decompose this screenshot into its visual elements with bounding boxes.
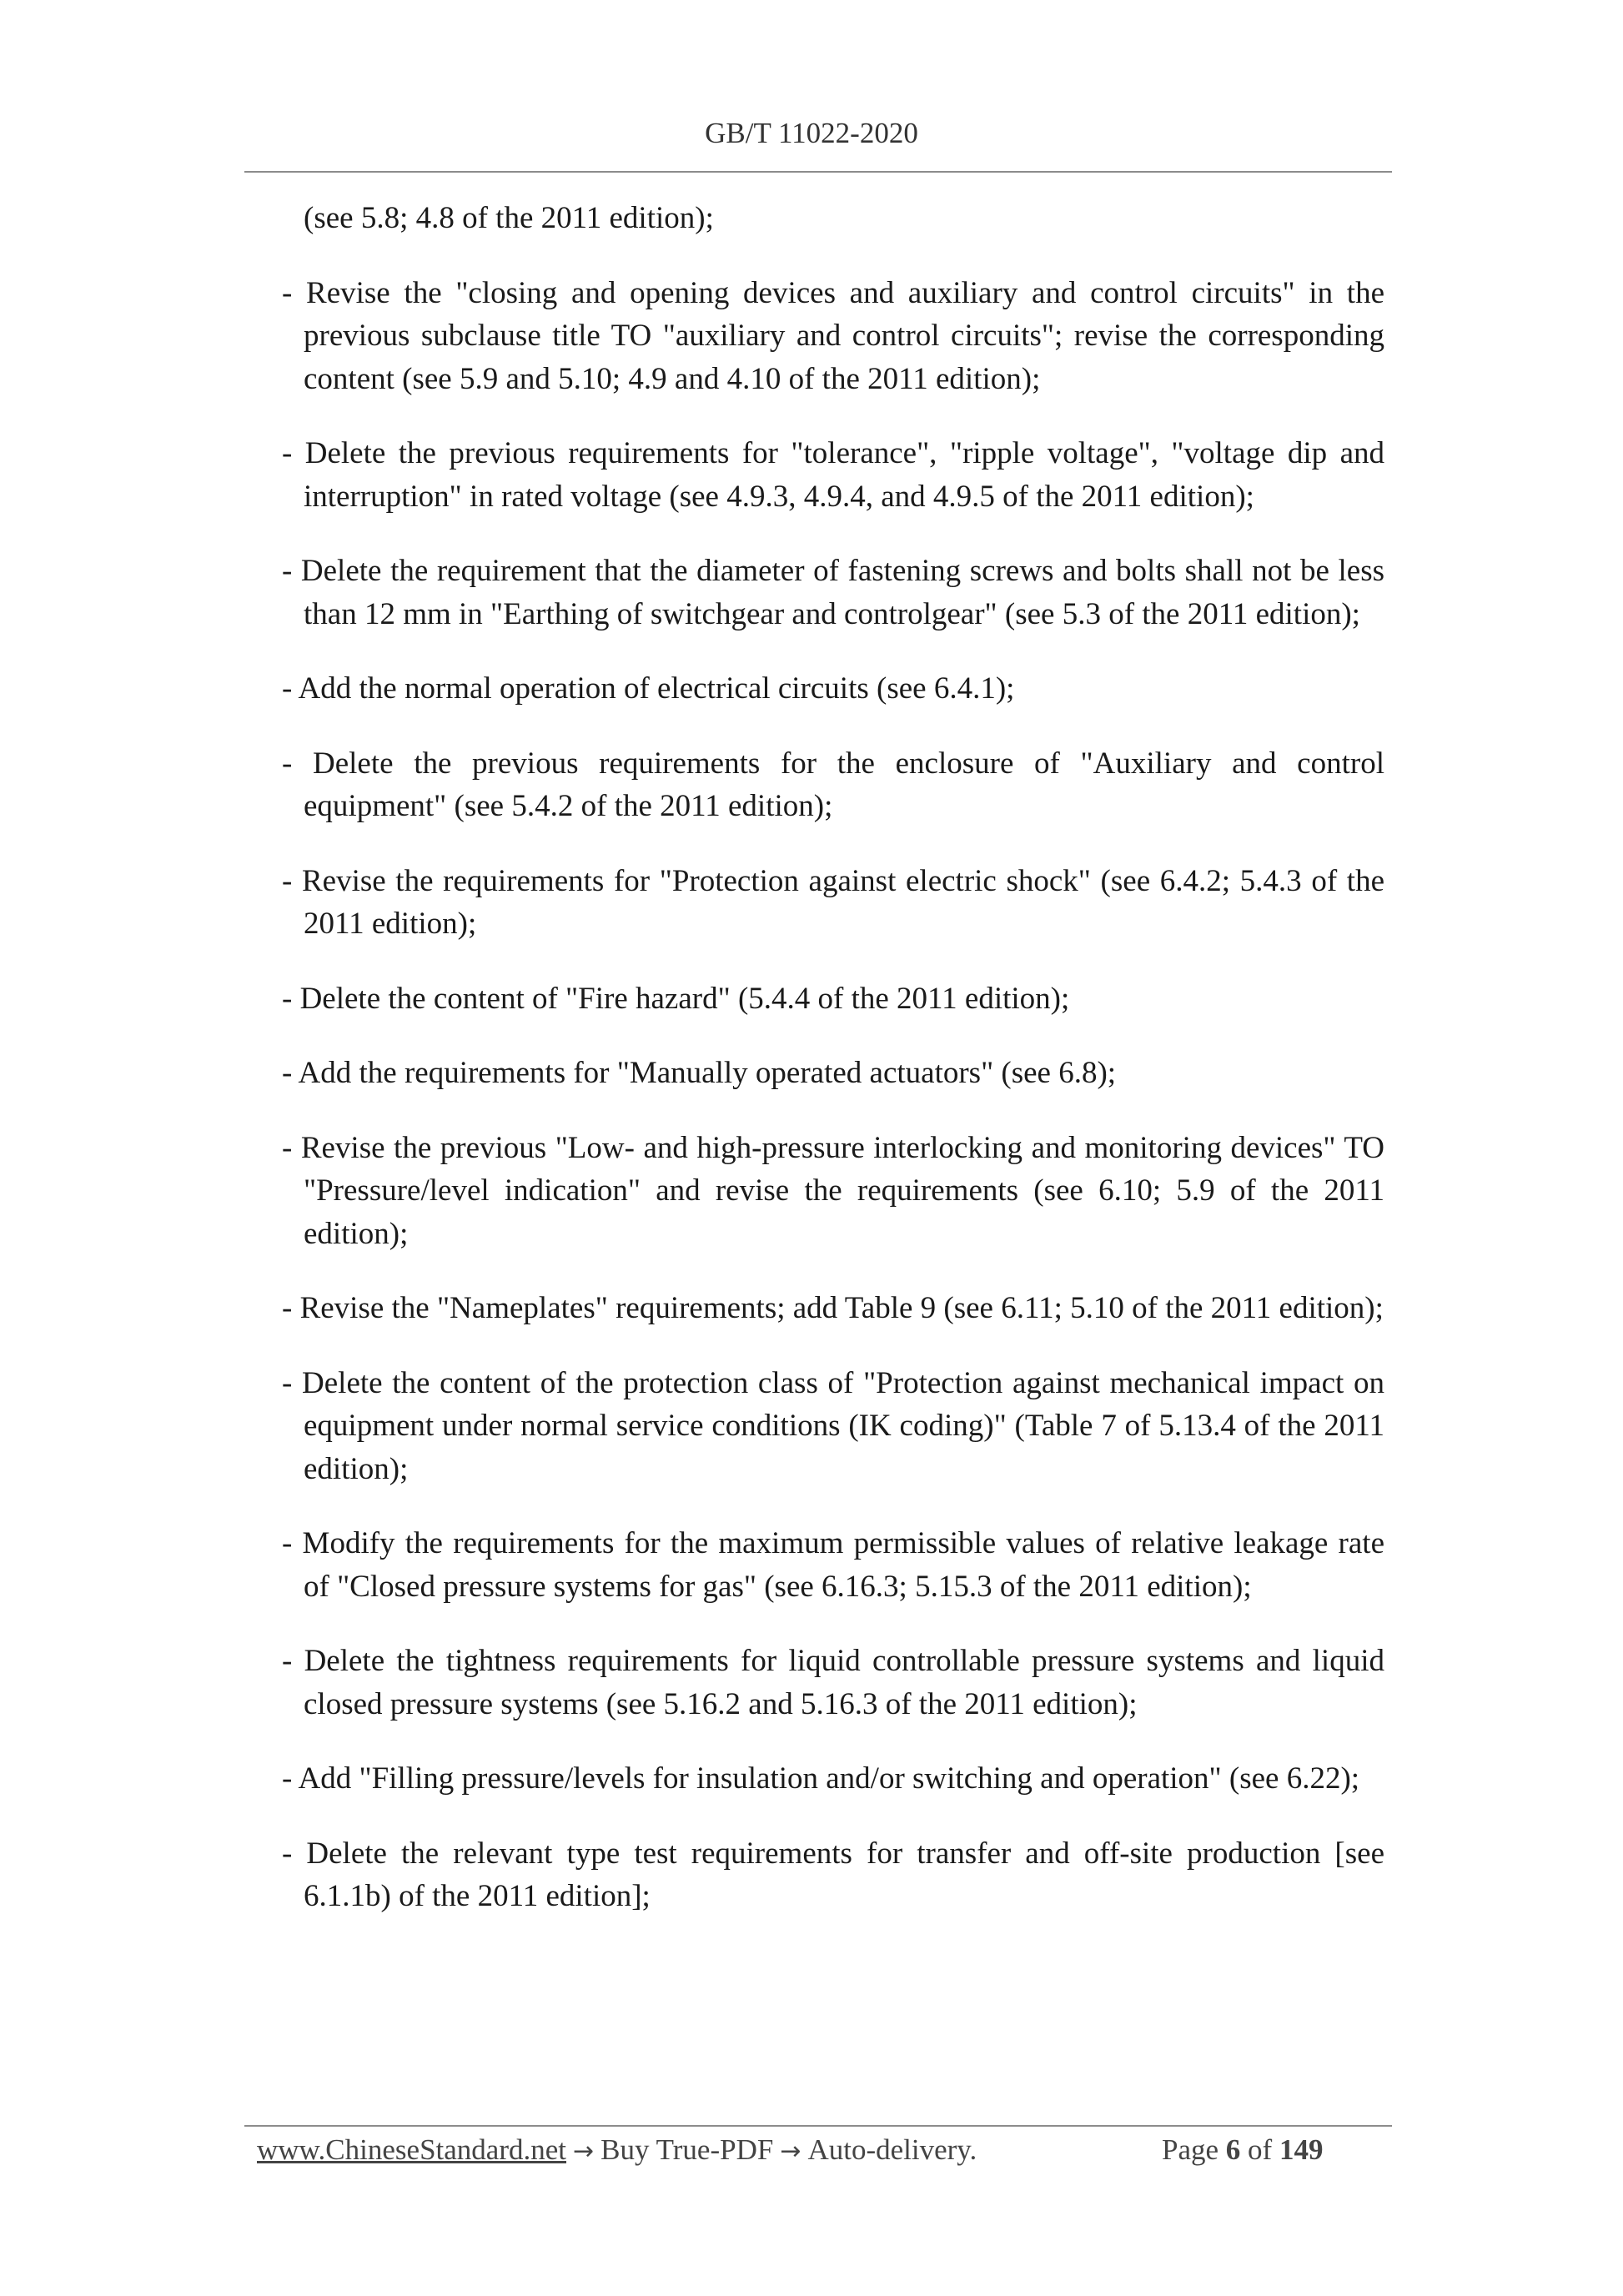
- change-item-8: - Add the requirements for "Manually operated actuators" (see 6.8);: [282, 1056, 1117, 1090]
- arrow-right-icon: →: [573, 2137, 595, 2166]
- site-link[interactable]: www.ChineseStandard.net: [257, 2133, 566, 2166]
- auto-delivery-text: Auto-delivery.: [807, 2133, 977, 2166]
- change-item-13: - Delete the tightness requirements for liquid controllable pressure systems and liquid closed pressure systems (see 5.16.2 and 5.16.3 of the 2011 edition);: [282, 1644, 1384, 1721]
- of-label: of: [1248, 2133, 1273, 2166]
- page-number: [1162, 2129, 1323, 2171]
- change-item-5: - Delete the previous requirements for the enclosure of "Auxiliary and control equipment" (see 5.4.2 of the 2011 edition);: [282, 746, 1384, 823]
- change-item-6: - Revise the requirements for "Protection against electric shock" (see 6.4.2; 5.4.3 of the 2011 edition);: [282, 863, 1384, 941]
- arrow-right-icon: →: [780, 2137, 801, 2166]
- change-item-7: - Delete the content of "Fire hazard" (5.4.4 of the 2011 edition);: [282, 981, 1070, 1016]
- continuation-line: (see 5.8; 4.8 of the 2011 edition);: [304, 201, 714, 235]
- change-item-15: - Delete the relevant type test requirements for transfer and off-site production [see 6.1.1b) of the 2011 edition];: [282, 1836, 1384, 1913]
- page-current: 6: [1225, 2133, 1241, 2166]
- page-footer: [257, 2129, 1391, 2171]
- change-item-12: - Modify the requirements for the maximum permissible values of relative leakage rate of "Closed pressure systems for gas" (see 6.16.3; 5.15.3 of the 2011 edition);: [282, 1526, 1384, 1604]
- page-label: Page: [1162, 2133, 1219, 2166]
- change-item-14: - Add "Filling pressure/levels for insulation and/or switching and operation" (see 6.22);: [282, 1761, 1360, 1796]
- change-item-11: - Delete the content of the protection class of "Protection against mechanical impact on equipment under normal service conditions (IK coding)" (Table 7 of 5.13.4 of the 2011 edition);: [282, 1365, 1384, 1486]
- header-divider: [244, 171, 1392, 173]
- change-item-1: - Revise the "closing and opening devices and auxiliary and control circuits" in the previous subclause title TO "auxiliary and control circuits"; revise the corresponding content (see 5.9 and 5.10; 4.9 and 4.10 of the 2011 edition);: [282, 275, 1384, 396]
- buy-pdf-text: Buy True-PDF: [600, 2133, 774, 2166]
- footer-links: [257, 2129, 977, 2173]
- page-total: 149: [1279, 2133, 1324, 2166]
- change-item-4: - Add the normal operation of electrical circuits (see 6.4.1);: [282, 671, 1015, 706]
- change-item-3: - Delete the requirement that the diameter of fastening screws and bolts shall not be less than 12 mm in "Earthing of switchgear and controlgear" (see 5.3 of the 2011 edition);: [282, 554, 1384, 631]
- document-body: [282, 197, 1384, 1950]
- running-header: GB/T 11022-2020: [705, 117, 918, 149]
- footer-divider: [244, 2125, 1392, 2127]
- change-item-9: - Revise the previous "Low- and high-pressure interlocking and monitoring devices" TO "Pressure/level indication" and revise the requirements (see 6.10; 5.9 of the 2011 edition);: [282, 1130, 1384, 1251]
- change-item-2: - Delete the previous requirements for "tolerance", "ripple voltage", "voltage dip and interruption" in rated voltage (see 4.9.3, 4.9.4, and 4.9.5 of the 2011 edition);: [282, 436, 1384, 514]
- change-item-10: - Revise the "Nameplates" requirements; add Table 9 (see 6.11; 5.10 of the 2011 edition);: [282, 1291, 1384, 1325]
